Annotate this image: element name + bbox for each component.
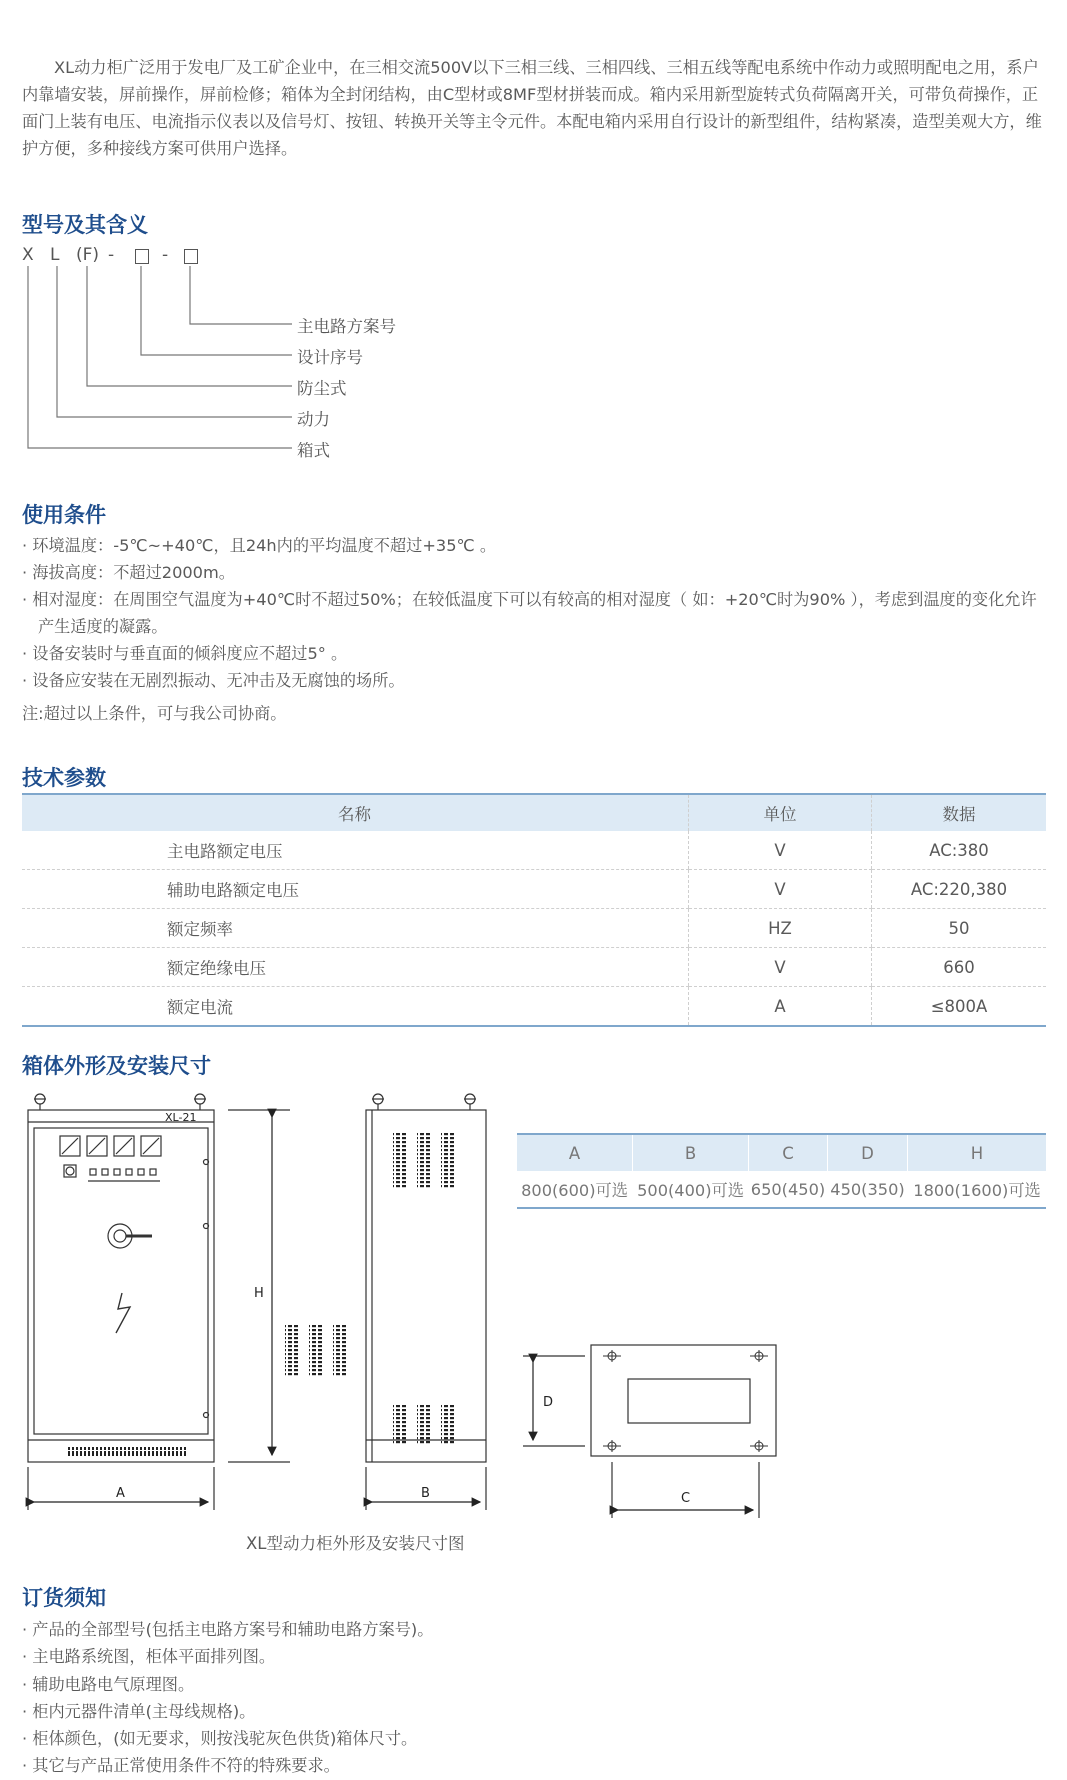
param-value: 660 [872,948,1047,987]
model-section-title: 型号及其含义 [22,213,148,237]
label-box-type: 箱式 [297,441,330,460]
model-tree-lines [0,0,400,470]
header-name: 名称 [22,794,689,831]
table-row [22,831,1046,870]
param-name: 额定绝缘电压 [22,948,689,987]
label-design-no: 设计序号 [297,348,363,367]
drawing-label-c: C [681,1491,691,1506]
table-row [22,909,1046,948]
table-row [22,987,1046,1027]
condition-item: · 海拔高度：不超过2000m。 [22,563,235,582]
order-item: · 柜体颜色，(如无要求，则按浅驼灰色供货)箱体尺寸。 [22,1729,418,1749]
param-unit: V [689,948,872,987]
table-row [22,948,1046,987]
code-dash-2: - [162,245,169,265]
drawing-label-h: H [254,1286,264,1301]
order-item: · 辅助电路电气原理图。 [22,1674,195,1694]
param-value: 50 [872,909,1047,948]
param-name: 额定电流 [22,987,689,1027]
order-item: · 产品的全部型号(包括主电路方案号和辅助电路方案号)。 [22,1620,434,1639]
order-item: · 其它与产品正常使用条件不符的特殊要求。 [22,1756,340,1776]
order-item: · 主电路系统图，柜体平面排列图。 [22,1647,276,1667]
intro-paragraph: XL动力柜广泛用于发电厂及工矿企业中，在三相交流500V以下三相三线、三相四线、三相五线等配电系统中作动力或照明配电之用，系户内靠墙安装，屏前操作，屏前检修；箱体为全封闭结构，由C型材或8MF型材拼装而成。箱内采用新型旋转式负荷隔离开关，可带负荷操作，正面门上装有电压、电流指示仪表以及信号灯、按钮、转换开关等主令元件。本配电箱内采用自行设计的新型组件，结构紧凑，造型美观大方，维护方便，多种接线方案可供用户选择。 [22,58,1042,158]
dim-value-c: 650(450) [749,1171,828,1208]
condition-item: · 环境温度：-5℃~+40℃，且24h内的平均温度不超过+35℃ 。 [22,536,497,555]
param-name: 辅助电路额定电压 [22,870,689,909]
drawing-label-a: A [116,1486,125,1501]
drawing-label-d: D [543,1395,554,1410]
dim-value-b: 500(400)可选 [633,1171,749,1208]
dim-value-a: 800(600)可选 [517,1171,633,1208]
param-value: ≤800A [872,987,1047,1027]
dim-header-h: H [908,1134,1047,1171]
order-section-title: 订货须知 [22,1586,106,1610]
footprint-drawing [515,1330,785,1530]
param-name: 额定频率 [22,909,689,948]
header-unit: 单位 [689,794,872,831]
code-l: L [50,245,60,265]
tech-section-title: 技术参数 [22,766,106,790]
table-header-row [22,794,1046,831]
tech-params-table [22,793,1046,1027]
dim-header-b: B [633,1134,749,1171]
dim-header-c: C [749,1134,828,1171]
dim-value-d: 450(350) [828,1171,908,1208]
header-data: 数据 [872,794,1047,831]
table-row [22,870,1046,909]
conditions-note: 注:超过以上条件，可与我公司协商。 [22,704,287,723]
dim-header-a: A [517,1134,633,1171]
param-unit: A [689,987,872,1027]
dim-header-d: D [828,1134,908,1171]
dimensions-section-title: 箱体外形及安装尺寸 [22,1054,211,1078]
dimensions-table [517,1133,1046,1209]
param-value: AC:380 [872,831,1047,870]
code-x: X [22,245,34,265]
condition-item: · 设备安装时与垂直面的倾斜度应不超过5° 。 [22,644,348,663]
table-row [517,1171,1046,1208]
conditions-list [22,532,1052,694]
condition-item: · 相对湿度：在周围空气温度为+40℃时不超过50%；在较低温度下可以有较高的相对湿度（ 如：+20℃时为90% ），考虑到温度的变化允许产生适度的凝露。 [22,590,1037,636]
label-dustproof: 防尘式 [297,379,347,398]
code-f: (F) [76,245,100,265]
order-item: · 柜内元器件清单(主母线规格)。 [22,1701,256,1721]
param-unit: V [689,870,872,909]
param-unit: V [689,831,872,870]
conditions-section-title: 使用条件 [22,503,106,527]
order-list [22,1616,433,1780]
dims-header-row [517,1134,1046,1171]
label-main-circuit: 主电路方案号 [297,317,396,336]
drawing-label-b: B [421,1486,430,1501]
code-dash-1: - [108,245,115,265]
drawing-model-label: XL-21 [165,1111,197,1124]
condition-item: · 设备应安装在无剧烈振动、无冲击及无腐蚀的场所。 [22,671,405,690]
param-unit: HZ [689,909,872,948]
drawing-caption: XL型动力柜外形及安装尺寸图 [246,1534,465,1553]
label-power: 动力 [297,410,330,429]
dim-value-h: 1800(1600)可选 [908,1171,1047,1208]
param-value: AC:220,380 [872,870,1047,909]
param-name: 主电路额定电压 [22,831,689,870]
